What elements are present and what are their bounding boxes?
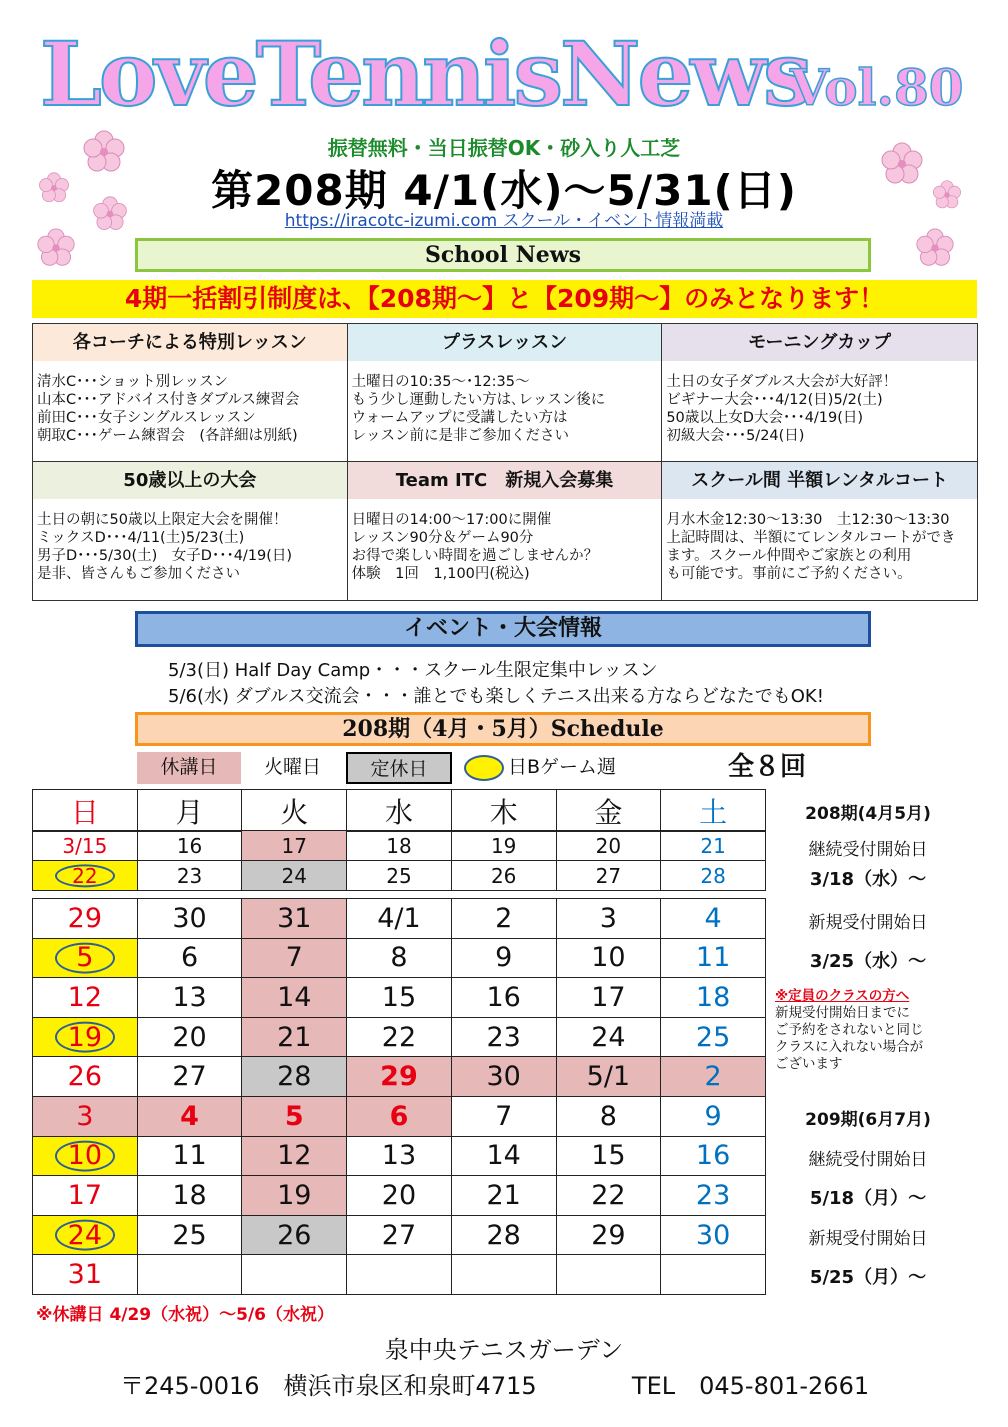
news-line: 上記時間は、半額にてレンタルコートができ: [666, 530, 956, 546]
calendar-day-number: 3: [76, 1100, 94, 1132]
calendar-day-number: 6: [180, 942, 199, 974]
calendar-day-number: 15: [381, 981, 417, 1013]
calendar-day-number: 16: [695, 1140, 731, 1172]
calendar-week-row: [33, 938, 766, 978]
lesson-count: 全８回: [728, 752, 807, 782]
calendar-day-number: 27: [595, 863, 622, 888]
warning-line: クラスに入れない場合が: [775, 1039, 924, 1055]
calendar-day-cell: [137, 831, 242, 861]
calendar-day-number: 22: [72, 863, 98, 888]
calendar-day-number: 24: [281, 863, 307, 888]
calendar-day-cell: [347, 1136, 452, 1176]
calendar-day-number: 22: [591, 1179, 626, 1211]
calendar-day-number: 26: [490, 863, 517, 888]
news-box-title: 各コーチによる特別レッスン: [33, 324, 347, 361]
game-week-oval-icon: [55, 1220, 115, 1251]
calendar-day-number: 5: [76, 942, 94, 974]
new-start-date-209: 5/25（月）～: [809, 1267, 927, 1288]
calendar-day-cell: [451, 831, 556, 861]
calendar-day-number: 27: [172, 1061, 207, 1093]
calendar-day-number: 24: [591, 1021, 626, 1053]
calendar-day-cell: [242, 831, 347, 861]
calendar-day-cell: [33, 1215, 138, 1255]
calendar-day-number: 23: [695, 1179, 731, 1211]
calendar-day-number: 31: [67, 1259, 103, 1291]
calendar-day-number: 18: [695, 981, 731, 1013]
calendar-day-cell: [347, 831, 452, 861]
calendar-week-row: [33, 1057, 766, 1097]
calendar-day-cell: [451, 1017, 556, 1057]
news-line: 是非、皆さんもご参加ください: [37, 566, 240, 582]
game-week-oval-icon: [464, 755, 504, 781]
calendar-day-cell: [33, 1176, 138, 1216]
calendar-week-row: [33, 861, 766, 891]
news-box: [662, 462, 977, 600]
calendar-day-cell: [661, 1215, 766, 1255]
sakura-flower-icon: [36, 228, 76, 268]
calendar-day-cell: [347, 1096, 452, 1136]
calendar-day-cell: [661, 1017, 766, 1057]
weekday-header: 土: [661, 790, 766, 832]
game-week-oval-icon: [55, 864, 115, 887]
calendar-day-cell: [661, 1057, 766, 1097]
calendar-day-number: 5/1: [586, 1061, 631, 1093]
calendar-week-row: [33, 1176, 766, 1216]
news-line: ます。スクール仲間やご家族との利用: [666, 548, 912, 564]
calendar-day-number: 6: [389, 1100, 409, 1132]
calendar-day-number: 28: [277, 1061, 312, 1093]
calendar-day-number: 31: [277, 902, 312, 934]
calendar-day-cell: [661, 1096, 766, 1136]
calendar-day-cell: [451, 1215, 556, 1255]
calendar-day-number: 29: [591, 1219, 626, 1251]
calendar-day-number: 12: [67, 981, 103, 1013]
calendar-day-cell: [242, 861, 347, 891]
news-box-title: スクール間 半額レンタルコート: [662, 462, 977, 499]
news-line: レッスン前に是非ご参加ください: [351, 428, 570, 444]
new-start-date: 3/25（水）～: [809, 951, 927, 972]
term-209-label: 209期(6月7月): [805, 1110, 931, 1130]
calendar-day-cell: [451, 1176, 556, 1216]
calendar-day-number: 9: [495, 942, 513, 974]
calendar-day-cell: [242, 1057, 347, 1097]
term-dates: 第208期 4/1(水)～5/31(日): [211, 166, 797, 215]
continue-start-date: 3/18（水）～: [809, 869, 927, 890]
calendar-day-cell: [33, 861, 138, 891]
calendar-day-number: 7: [495, 1100, 513, 1132]
calendar-day-number: 8: [599, 1100, 617, 1132]
calendar-day-cell: [661, 861, 766, 891]
school-news-heading: School News: [135, 238, 871, 272]
weekday-header: 日: [33, 790, 138, 832]
news-line: 日曜日の14:00～17:00に開催: [351, 512, 552, 528]
calendar-day-number: 24: [67, 1219, 103, 1251]
news-line: 山本C･･･アドバイス付きダブルス練習会: [37, 392, 300, 408]
calendar-day-cell: [347, 1057, 452, 1097]
club-name: 泉中央テニスガーデン: [384, 1336, 624, 1364]
calendar-day-cell: [242, 1255, 347, 1295]
calendar-day-number: 16: [176, 833, 203, 858]
volume-number: Vol.80: [790, 58, 964, 117]
calendar-day-cell: [137, 1017, 242, 1057]
news-line: 清水C･･･ショット別レッスン: [37, 374, 228, 390]
calendar-week-row: [33, 1017, 766, 1057]
calendar-day-cell: [451, 861, 556, 891]
calendar-day-number: 15: [591, 1140, 626, 1172]
calendar-day-number: 17: [281, 833, 307, 858]
game-week-oval-icon: [55, 1022, 115, 1053]
calendar-day-number: 29: [380, 1061, 418, 1093]
address: 〒245-0016 横浜市泉区和泉町4715: [120, 1372, 537, 1400]
calendar-day-number: 27: [381, 1219, 417, 1251]
calendar-march-table: [32, 830, 766, 891]
calendar-day-number: 10: [67, 1140, 103, 1172]
calendar-day-cell: [451, 1057, 556, 1097]
calendar-day-number: 28: [486, 1219, 521, 1251]
calendar-day-cell: [661, 899, 766, 939]
calendar-day-number: 25: [172, 1219, 207, 1251]
calendar-day-cell: [556, 1176, 661, 1216]
calendar-day-cell: [556, 1017, 661, 1057]
calendar-day-cell: [33, 1096, 138, 1136]
news-line: も可能です。事前にご予約ください。: [666, 566, 912, 582]
calendar-day-cell: [137, 978, 242, 1018]
calendar-day-cell: [137, 1255, 242, 1295]
club-address: [120, 1366, 869, 1401]
capacity-warning: [775, 988, 924, 1073]
calendar-day-number: 9: [704, 1100, 722, 1132]
calendar-day-cell: [556, 1255, 661, 1295]
calendar-day-cell: [347, 1255, 452, 1295]
legend-regular-holiday: 定休日: [346, 752, 452, 784]
calendar-day-cell: [556, 1215, 661, 1255]
calendar-day-cell: [451, 899, 556, 939]
calendar-day-cell: [33, 1255, 138, 1295]
calendar-day-number: 13: [381, 1140, 417, 1172]
calendar-day-number: 3: [599, 902, 617, 934]
news-line: 体験 1回 1,100円(税込): [351, 566, 530, 582]
calendar-day-cell: [661, 1255, 766, 1295]
continue-start-date-209: 5/18（月）～: [809, 1188, 927, 1209]
calendar-week-row: [33, 899, 766, 939]
calendar-header-table: [32, 789, 766, 832]
calendar-day-number: 23: [176, 863, 203, 888]
news-line: 初級大会･･･5/24(日): [666, 428, 805, 444]
weekday-header: 木: [451, 790, 556, 832]
calendar-day-cell: [556, 978, 661, 1018]
calendar-day-number: 20: [381, 1179, 417, 1211]
calendar-day-cell: [347, 1176, 452, 1216]
calendar-day-cell: [556, 899, 661, 939]
calendar-day-number: 29: [67, 902, 103, 934]
calendar-day-number: 25: [695, 1021, 731, 1053]
calendar-day-number: 30: [172, 902, 207, 934]
event-item: 5/6(水) ダブルス交流会・・・誰とでも楽しくテニス出来る方ならどなたでもOK!: [168, 686, 824, 707]
calendar-day-number: 10: [591, 942, 626, 974]
closed-period-note: ※休講日 4/29（水祝）～5/6（水祝）: [36, 1305, 335, 1325]
website-link[interactable]: https://iracotc-izumi.com スクール・イベント情報満載: [284, 211, 724, 231]
calendar-day-cell: [137, 1057, 242, 1097]
news-box: [348, 462, 663, 600]
calendar-day-number: 21: [486, 1179, 521, 1211]
calendar-day-number: 21: [700, 833, 726, 858]
calendar-day-number: 11: [695, 942, 731, 974]
legend-game-week: 日Bゲーム週: [508, 756, 617, 778]
calendar-day-number: 8: [390, 942, 408, 974]
news-box: [33, 324, 348, 462]
calendar-day-cell: [556, 1136, 661, 1176]
calendar-day-number: 20: [595, 833, 622, 858]
calendar-day-cell: [137, 1136, 242, 1176]
news-box: [662, 324, 977, 462]
events-heading: イベント・大会情報: [135, 611, 871, 647]
news-line: お得で楽しい時間を過ごしませんか？: [351, 548, 599, 564]
news-line: 土曜日の10:35～･12:35～: [351, 374, 530, 390]
tagline: 振替無料・当日振替OK・砂入り人工芝: [327, 136, 681, 160]
calendar-day-number: 12: [277, 1140, 312, 1172]
calendar-day-cell: [451, 1096, 556, 1136]
news-box-title: 50歳以上の大会: [33, 462, 347, 499]
calendar-week-row: [33, 978, 766, 1018]
news-line: 月水木金12:30～13:30 土12:30～13:30: [666, 512, 950, 528]
calendar-day-cell: [451, 938, 556, 978]
calendar-day-number: 19: [277, 1179, 312, 1211]
calendar-day-number: 23: [486, 1021, 521, 1053]
calendar-day-number: 4/1: [377, 902, 421, 934]
new-start-label-209: 新規受付開始日: [808, 1229, 928, 1249]
legend-tuesday: 火曜日: [264, 756, 322, 778]
news-line: 土日の朝に50歳以上限定大会を開催！: [37, 512, 288, 528]
calendar-day-number: 18: [172, 1179, 207, 1211]
calendar-main-table: [32, 898, 766, 1295]
calendar-day-cell: [451, 1255, 556, 1295]
calendar-day-cell: [242, 1176, 347, 1216]
calendar-day-cell: [137, 899, 242, 939]
calendar-day-number: 30: [695, 1219, 731, 1251]
calendar-day-number: 22: [381, 1021, 417, 1053]
news-line: 男子D･･･5/30(土) 女子D･･･4/19(日): [37, 548, 293, 564]
news-line: レッスン90分＆ゲーム90分: [351, 530, 534, 546]
calendar-day-cell: [556, 831, 661, 861]
calendar-day-cell: [33, 899, 138, 939]
news-line: 50歳以上女D大会･･･4/19(日): [666, 410, 864, 426]
calendar-day-number: 30: [486, 1061, 521, 1093]
calendar-day-cell: [556, 938, 661, 978]
calendar-day-cell: [242, 1215, 347, 1255]
calendar-day-cell: [347, 1017, 452, 1057]
sakura-flower-icon: [915, 228, 955, 268]
calendar-day-cell: [347, 861, 452, 891]
calendar-day-number: 28: [700, 863, 726, 888]
game-week-oval-icon: [55, 1140, 115, 1171]
calendar-day-number: 14: [277, 981, 312, 1013]
calendar-day-cell: [33, 1057, 138, 1097]
calendar-day-cell: [347, 938, 452, 978]
calendar-day-number: 7: [285, 942, 303, 974]
calendar-day-cell: [347, 1215, 452, 1255]
calendar-day-cell: [451, 978, 556, 1018]
calendar-day-cell: [242, 1017, 347, 1057]
calendar-day-cell: [137, 1176, 242, 1216]
calendar-day-number: 4: [704, 902, 722, 934]
calendar-day-number: 2: [704, 1061, 722, 1093]
calendar-day-cell: [242, 1136, 347, 1176]
legend-closed-day: 休講日: [137, 752, 241, 784]
news-line: 土日の女子ダブルス大会が大好評！: [666, 374, 898, 390]
weekday-header: 金: [556, 790, 661, 832]
calendar-week-row: [33, 1255, 766, 1295]
calendar-day-number: 19: [490, 833, 517, 858]
calendar-day-cell: [33, 938, 138, 978]
calendar-day-number: 21: [277, 1021, 312, 1053]
newsletter-title: LoveTennisNews: [40, 22, 810, 126]
calendar-day-cell: [137, 1096, 242, 1136]
news-box: [33, 462, 348, 600]
calendar-day-cell: [451, 1136, 556, 1176]
calendar-day-cell: [661, 938, 766, 978]
calendar-day-cell: [137, 1215, 242, 1255]
calendar-day-cell: [661, 1136, 766, 1176]
calendar-day-number: 26: [277, 1219, 312, 1251]
news-box: [348, 324, 663, 462]
calendar-day-number: 2: [495, 902, 513, 934]
calendar-day-cell: [661, 978, 766, 1018]
calendar-day-cell: [661, 1176, 766, 1216]
calendar-day-number: 26: [67, 1061, 103, 1093]
calendar-week-row: [33, 831, 766, 861]
calendar-day-cell: [556, 861, 661, 891]
calendar-day-number: 3/15: [62, 833, 108, 858]
warning-heading: ※定員のクラスの方へ: [775, 988, 910, 1004]
game-week-oval-icon: [55, 942, 115, 973]
calendar-day-number: 11: [172, 1140, 207, 1172]
schedule-heading: 208期（4月・5月）Schedule: [135, 712, 871, 746]
event-item: 5/3(日) Half Day Camp・・・スクール生限定集中レッスン: [168, 660, 658, 681]
calendar-day-number: 17: [67, 1179, 103, 1211]
calendar-week-row: [33, 1136, 766, 1176]
calendar-day-number: 19: [67, 1021, 103, 1053]
calendar-day-cell: [33, 978, 138, 1018]
news-line: 前田C･･･女子シングルスレッスン: [37, 410, 256, 426]
news-line: ウォームアップに受講したい方は: [351, 410, 568, 426]
warning-line: 新規受付開始日までに: [775, 1005, 910, 1021]
weekday-header: 火: [242, 790, 347, 832]
news-grid: [32, 323, 978, 601]
news-box-title: プラスレッスン: [348, 324, 662, 361]
discount-banner: 4期一括割引制度は、【208期～】と【209期～】のみとなります！: [32, 280, 977, 318]
calendar-day-number: 13: [172, 981, 207, 1013]
calendar-day-cell: [347, 899, 452, 939]
calendar-day-number: 17: [591, 981, 626, 1013]
weekday-header: 水: [347, 790, 452, 832]
calendar-week-row: [33, 1096, 766, 1136]
calendar-week-row: [33, 1215, 766, 1255]
calendar-day-cell: [347, 978, 452, 1018]
warning-line: ございます: [775, 1056, 843, 1072]
news-line: もう少し運動したい方は､レッスン後に: [351, 392, 606, 408]
weekday-header: 月: [137, 790, 242, 832]
new-start-label: 新規受付開始日: [808, 913, 928, 933]
calendar-day-cell: [242, 938, 347, 978]
calendar-day-cell: [137, 938, 242, 978]
news-line: ミックスD･･･4/11(土)5/23(土): [37, 530, 245, 546]
calendar-day-number: 14: [486, 1140, 521, 1172]
news-line: 朝取C･･･ゲーム練習会 (各詳細は別紙): [37, 428, 298, 444]
calendar-day-cell: [242, 1096, 347, 1136]
calendar-day-cell: [33, 831, 138, 861]
term-208-label: 208期(4月5月): [805, 804, 931, 824]
calendar-day-number: 18: [386, 833, 412, 858]
calendar-day-number: 4: [180, 1100, 199, 1132]
calendar-day-number: 25: [386, 863, 412, 888]
phone-number: TEL 045-801-2661: [631, 1372, 870, 1400]
calendar-day-cell: [242, 899, 347, 939]
news-box-title: モーニングカップ: [662, 324, 977, 361]
calendar-day-cell: [33, 1017, 138, 1057]
calendar-day-cell: [556, 1057, 661, 1097]
calendar-day-number: 16: [486, 981, 521, 1013]
continue-start-label: 継続受付開始日: [808, 840, 928, 860]
news-box-title: Team ITC 新規入会募集: [348, 462, 662, 499]
calendar-day-number: 20: [172, 1021, 207, 1053]
calendar-day-cell: [33, 1136, 138, 1176]
calendar-day-cell: [661, 831, 766, 861]
continue-start-label-209: 継続受付開始日: [808, 1150, 928, 1170]
calendar-day-number: 5: [284, 1100, 304, 1132]
calendar-day-cell: [242, 978, 347, 1018]
warning-line: ご予約をされないと同じ: [775, 1022, 924, 1038]
calendar-day-cell: [556, 1096, 661, 1136]
news-line: ビギナー大会･･･4/12(日)5/2(土): [666, 392, 883, 408]
calendar-day-cell: [137, 861, 242, 891]
